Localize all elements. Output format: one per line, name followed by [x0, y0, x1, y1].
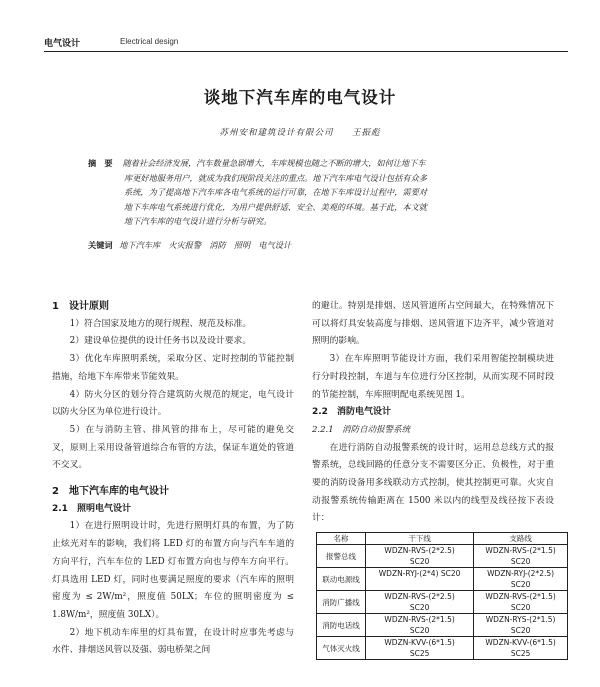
- keywords: [88, 240, 291, 251]
- table-cell-main: WDZN-KVV-(6*1.5) SC25: [366, 637, 474, 660]
- table-row: [317, 637, 568, 660]
- table-cell-name: 联动电源线: [317, 568, 366, 591]
- keywords-label: 关键词: [88, 240, 113, 250]
- header-tag: 电气设计: [44, 39, 81, 49]
- table-cell-name: 消防广播线: [317, 591, 366, 614]
- paragraph: 1）在进行照明设计时，先进行照明灯具的布置，为了防止炫光对车的影响，我们将 LED 灯的布置方向与汽车车道的方向平行，汽车车位的 LED 灯布置方向也与停车方向平行。灯具选用 LED 灯，同时也要满足照度的要求（汽车库的照明密度为 ≤ 2W/m²，照度值 50LX；车位的照明密度为 ≤ 1.8W/m²，照度值 30LX）。: [52, 521, 294, 620]
- article-title: 谈地下汽车库的电气设计: [203, 88, 397, 107]
- table-cell-main: WDZN-RVS-(2*2.5) SC20: [366, 591, 474, 614]
- abstract-line: 随着社会经济发展，汽车数量急剧增大，车库规模也随之不断的增大，如何让地下车: [122, 158, 426, 168]
- table-header: 干下线: [366, 533, 474, 545]
- author-affiliation: 苏州安和建筑设计有限公司: [219, 128, 334, 138]
- table-cell-name: 气体灭火线: [317, 637, 366, 660]
- table-cell-name: 消防电话线: [317, 614, 366, 637]
- subsection-heading: 2.2 消防电气设计: [312, 407, 391, 418]
- abstract: [88, 156, 552, 229]
- header-divider: [44, 51, 568, 52]
- paragraph: 3）在车库照明节能设计方面，我们采用智能控制模块进行分时段控制，车道与车位进行分区控制，从而实现不同时段的节能控制，车库照明配电系统见图 1。: [312, 354, 554, 400]
- subsection-heading: 2.1 照明电气设计: [52, 503, 131, 514]
- table-cell-main: WDZN-RVS-(2*2.5) SC20: [366, 545, 474, 568]
- abstract-label: 摘 要: [88, 158, 113, 168]
- wiring-table: [316, 532, 568, 660]
- table-row: [317, 614, 568, 637]
- paragraph: 3）优化车库照明系统，采取分区、定时控制的节能控制措施，给地下车库带来节能效果。: [52, 354, 294, 382]
- abstract-line: 地下车库电气系统进行优化，为用户提供舒适、安全、美观的环境。基于此，本文就: [124, 201, 427, 212]
- table-header: 名称: [317, 533, 366, 545]
- table-cell-branch: WDZN-KVV-(6*1.5) SC25: [474, 637, 568, 660]
- paragraph: 1）符合国家及地方的现行规程、规范及标准。: [69, 318, 252, 329]
- paragraph: 2）地下机动车库里的灯具布置，在设计时应事先考虑与水件、排烟送风管以及强、弱电桥架之间: [52, 627, 294, 656]
- section-heading: 1 设计原则: [52, 301, 109, 312]
- table-cell-branch: WDZN-RYJ-(2*2.5) SC20: [474, 568, 568, 591]
- abstract-line: 系统，为了提高地下汽车库各电气系统的运行可靠，在地下车库设计过程中，需要对: [124, 187, 427, 198]
- paragraph: 的避让。特别是排烟、送风管道所占空间最大，在特殊情况下可以将灯具安装高度与排烟、送风管道下边齐平，减少管道对照明的影响。: [312, 301, 554, 347]
- section-heading: 2 地下汽车库的电气设计: [52, 486, 169, 498]
- table-cell-branch: WDZN-RYS-(2*1.5) SC20: [474, 614, 568, 637]
- table-cell-main: WDZN-RYJ-(2*4) SC20: [366, 568, 474, 591]
- table-row: [317, 545, 568, 568]
- table-cell-branch: WDZN-RVS-(2*1.5) SC20: [474, 545, 568, 568]
- left-column: [52, 298, 294, 660]
- table-cell-name: 报警总线: [317, 545, 366, 568]
- author-name: 王振彪: [352, 128, 381, 138]
- paragraph: 4）防火分区的划分符合建筑防火规范的规定，电气设计以防火分区为单位进行设计。: [52, 389, 294, 418]
- authors: [0, 126, 600, 138]
- table-header: 支路线: [474, 533, 568, 545]
- right-column: [312, 298, 554, 528]
- abstract-line: 地下汽车库的电气设计进行分析与研究。: [124, 216, 272, 227]
- paragraph: 2）建设单位提供的设计任务书以及设计要求。: [69, 336, 252, 347]
- table-cell-branch: WDZN-RVS-(2*1.5) SC20: [474, 591, 568, 614]
- table-cell-main: WDZN-RVS-(2*1.5) SC20: [366, 614, 474, 637]
- header-english: Electrical design: [120, 37, 179, 46]
- table-row: [317, 568, 568, 591]
- table-row: [317, 591, 568, 614]
- keywords-text: 地下汽车库 火灾报警 消防 照明 电气设计: [119, 240, 292, 250]
- paragraph: 在进行消防自动报警系统的设计时，运用总总线方式的报警系统，总线回路的任意分支不需要区分正、负极性，对于重要的消防设备用多线联动方式控制，使其控制更可靠。火灾自动报警系统传输距离在 1500 米以内的线型及线径按下表设计：: [312, 442, 554, 524]
- abstract-line: 库更好地服务用户，就成为我们现阶段关注的重点。地下汽车库电气设计包括有众多: [124, 172, 427, 183]
- subsubsection-heading: 2.2.1 消防自动报警系统: [312, 424, 411, 435]
- paragraph: 5）在与消防主管、排风管的排布上，尽可能的避免交叉，原则上采用设备管道综合布管的方法，保证车道处的管道不交叉。: [52, 424, 294, 471]
